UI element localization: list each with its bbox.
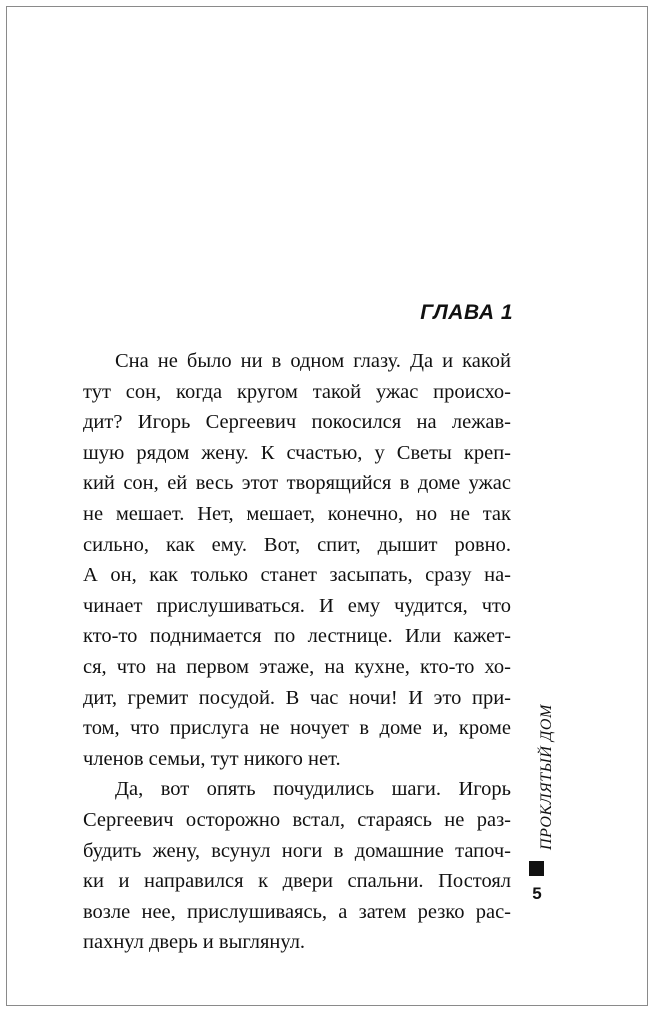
body-text — [83, 346, 511, 958]
text-line: не мешает. Нет, мешает, конечно, но не так — [83, 502, 511, 525]
text-line: А он, как только станет засыпать, сразу на- — [83, 564, 511, 587]
text-line: Да, вот опять почудились шаги. Игорь — [115, 778, 511, 801]
page-number: 5 — [532, 884, 542, 903]
text-line: дит, гремит посудой. В час ночи! И это при- — [83, 686, 511, 709]
text-line: ки и направился к двери спальни. Постоял — [83, 870, 511, 893]
text-line: кий сон, ей весь этот творящийся в доме ужас — [83, 472, 511, 495]
text-line: шую рядом жену. К счастью, у Светы креп- — [83, 441, 511, 464]
text-line: Сна не было ни в одном глазу. Да и какой — [115, 350, 511, 372]
text-line: ся, что на первом этаже, на кухне, кто-то хо- — [83, 655, 511, 678]
text-line: кто-то поднимается по лестнице. Или кажет- — [83, 625, 511, 648]
running-head: ПРОКЛЯТЫЙ ДОМ — [538, 704, 555, 850]
text-line: Сергеевич осторожно встал, стараясь не раз- — [83, 808, 511, 831]
text-line: членов семьи, тут никого нет. — [83, 747, 341, 770]
text-line: том, что прислуга не ночует в доме и, кроме — [83, 717, 511, 740]
paragraph-2 — [83, 774, 511, 958]
text-line: возле нее, прислушиваясь, а затем резко рас- — [83, 900, 511, 923]
text-line: сильно, как ему. Вот, спит, дышит ровно. — [83, 533, 511, 556]
text-line: чинает прислушиваться. И ему чудится, что — [83, 594, 511, 617]
text-line: дит? Игорь Сергеевич покосился на лежав- — [83, 411, 511, 434]
text-line: тут сон, когда кругом такой ужас происхо- — [83, 380, 511, 403]
square-marker — [529, 861, 544, 876]
chapter-title: ГЛАВА 1 — [420, 301, 513, 324]
paragraph-1 — [83, 346, 511, 774]
text-line: будить жену, всунул ноги в домашние тапоч- — [83, 839, 511, 862]
text-line: пахнул дверь и выглянул. — [83, 931, 306, 954]
